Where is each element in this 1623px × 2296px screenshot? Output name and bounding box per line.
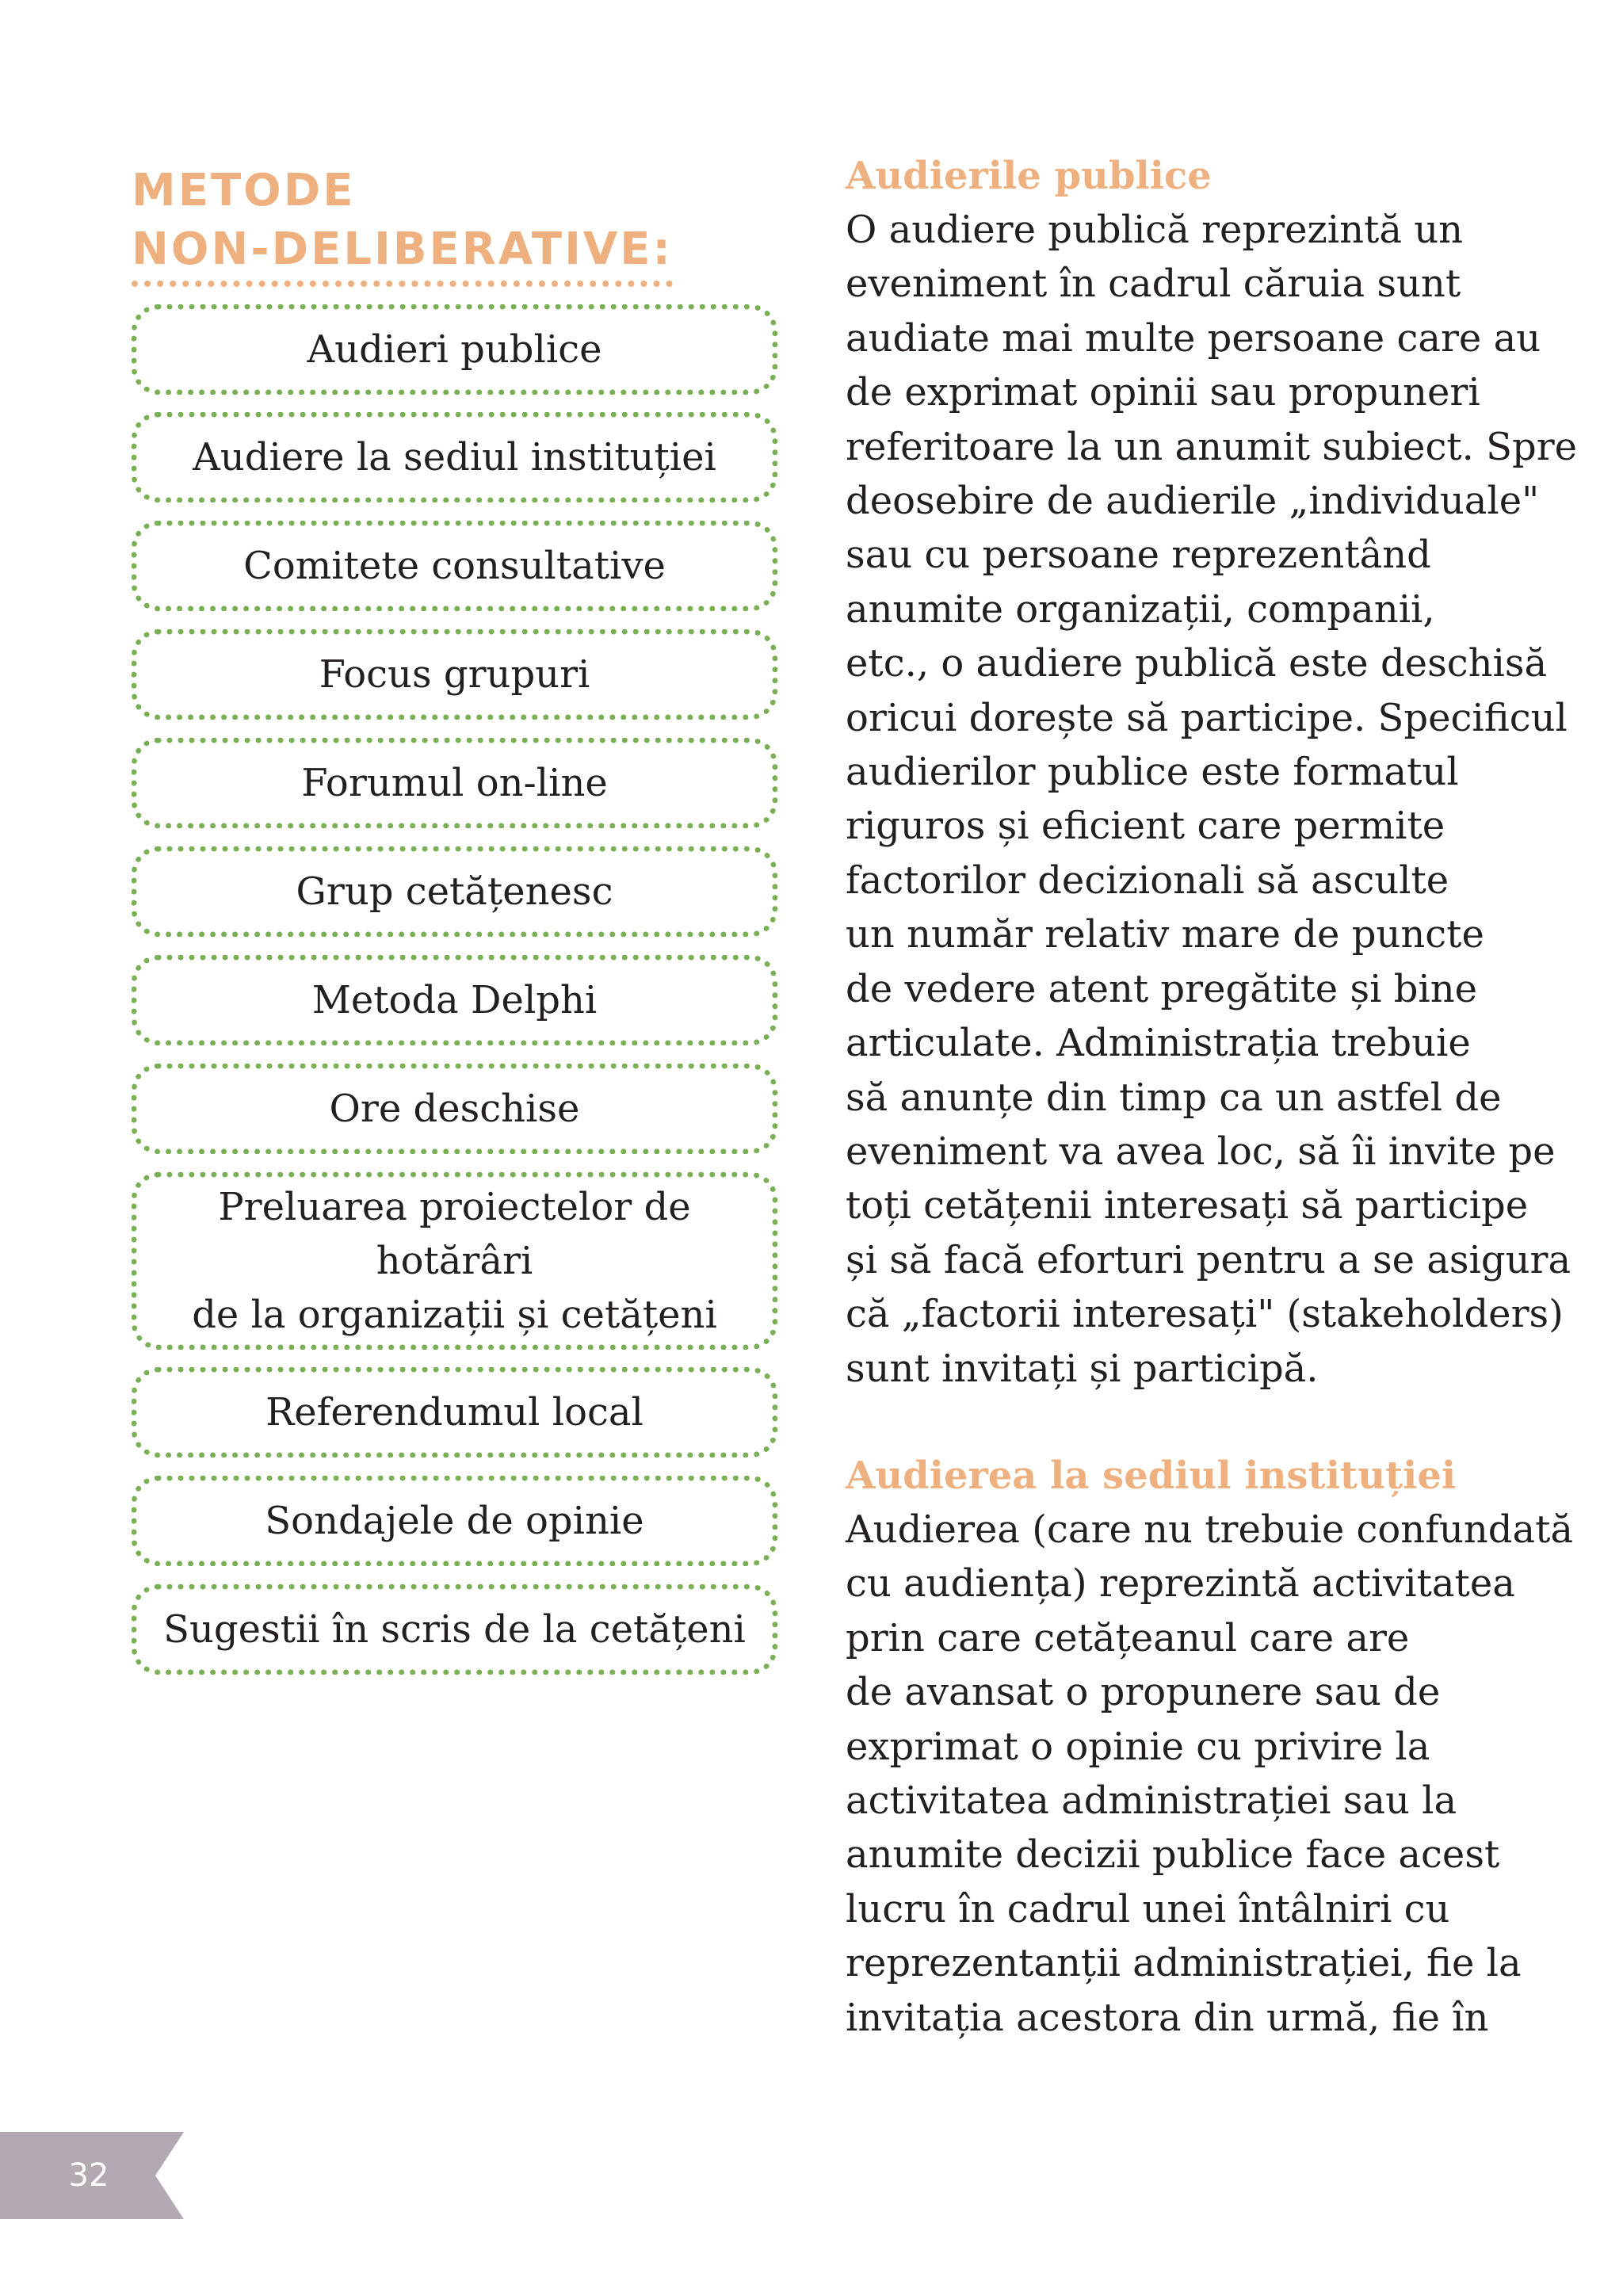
method-item <box>132 738 777 828</box>
method-item <box>132 412 777 502</box>
method-label: Comitete consultative <box>243 544 666 588</box>
article-line: sunt invitați și participă. <box>846 1346 1319 1391</box>
method-label: Preluarea proiectelor de hotărâri <box>218 1185 691 1283</box>
article-line: și să facă eforturi pentru a se asigura <box>846 1237 1571 1282</box>
article-line: Audierea (care nu trebuie confundată <box>846 1507 1574 1552</box>
method-label: Audiere la sediul instituției <box>193 435 716 479</box>
article-line: O audiere publică reprezintă un <box>846 208 1464 252</box>
article-line: oricui dorește să participe. Specificul <box>846 695 1568 740</box>
method-item <box>132 1584 777 1675</box>
method-label: Ore deschise <box>329 1087 580 1131</box>
article-line: un număr relativ mare de puncte <box>846 912 1484 957</box>
articles-column <box>846 149 1583 2040</box>
methods-heading-line: NON-DELIBERATIVE: <box>132 223 673 275</box>
article-line: sau cu persoane reprezentând <box>846 533 1431 578</box>
method-item <box>132 1367 777 1457</box>
article-line: anumite decizii publice face acest <box>846 1832 1500 1878</box>
method-label: Focus grupuri <box>319 652 590 697</box>
article-line: toți cetățenii interesați să participe <box>846 1183 1529 1228</box>
method-item <box>132 521 777 611</box>
methods-panel <box>132 162 777 1652</box>
article-line: să anunțe din timp ca un astfel de <box>846 1075 1502 1120</box>
method-label: Audieri publice <box>307 327 602 372</box>
methods-heading <box>132 162 673 287</box>
article-line: articulate. Administrația trebuie <box>846 1021 1471 1066</box>
article-audieri-publice <box>846 149 1583 1396</box>
method-item <box>132 846 777 937</box>
article-body <box>846 1503 1583 2045</box>
method-label: Sugestii în scris de la cetățeni <box>163 1607 746 1652</box>
method-item <box>132 629 777 720</box>
method-item <box>132 955 777 1045</box>
article-line: că „factorii interesați" (stakeholders) <box>846 1292 1564 1337</box>
article-line: activitatea administrației sau la <box>846 1778 1457 1824</box>
article-line: anumite organizații, companii, <box>846 586 1435 632</box>
article-line: audierilor publice este formatul <box>846 750 1459 795</box>
method-label: Sondajele de opinie <box>265 1499 644 1543</box>
article-line: deosebire de audierile „individuale" <box>846 479 1540 524</box>
method-item <box>132 1064 777 1154</box>
article-line: de exprimat opinii sau propuneri <box>846 370 1480 415</box>
article-audiere-sediu <box>846 1449 1583 2045</box>
article-line: de avansat o propunere sau de <box>846 1670 1441 1715</box>
article-line: exprimat o opinie cu privire la <box>846 1724 1430 1769</box>
method-item <box>132 1476 777 1566</box>
method-item <box>132 304 777 395</box>
page-number: 32 <box>68 2157 109 2194</box>
method-item <box>132 1172 777 1350</box>
article-line: etc., o audiere publică este deschisă <box>846 641 1548 686</box>
article-line: reprezentanții administrației, fie la <box>846 1941 1522 1986</box>
article-line: cu audiența) reprezintă activitatea <box>846 1561 1515 1606</box>
method-label: Forumul on-line <box>301 761 608 805</box>
method-label: de la organizații și cetățeni <box>192 1293 717 1337</box>
article-line: eveniment în cadrul căruia sunt <box>846 262 1461 307</box>
article-line: de vedere atent pregătite și bine <box>846 966 1478 1011</box>
method-label: Grup cetățenesc <box>296 869 613 914</box>
article-title: Audierea la sediul instituției <box>846 1454 1457 1498</box>
methods-heading-line: METODE <box>132 165 356 216</box>
method-label: Referendumul local <box>265 1390 643 1435</box>
article-body <box>846 203 1583 1396</box>
article-line: riguros și eficient care permite <box>846 804 1445 849</box>
article-line: referitoare la un anumit subiect. Spre <box>846 424 1578 469</box>
method-label: Metoda Delphi <box>311 978 598 1022</box>
article-line: factorilor decizionali să asculte <box>846 858 1449 903</box>
article-title: Audierile publice <box>846 154 1212 198</box>
article-line: eveniment va avea loc, să îi invite pe <box>846 1129 1556 1174</box>
article-line: audiate mai multe persoane care au <box>846 315 1541 361</box>
article-line: lucru în cadrul unei întâlniri cu <box>846 1886 1450 1931</box>
article-line: invitația acestora din urmă, fie în <box>846 1995 1489 2040</box>
article-line: prin care cetățeanul care are <box>846 1615 1410 1660</box>
